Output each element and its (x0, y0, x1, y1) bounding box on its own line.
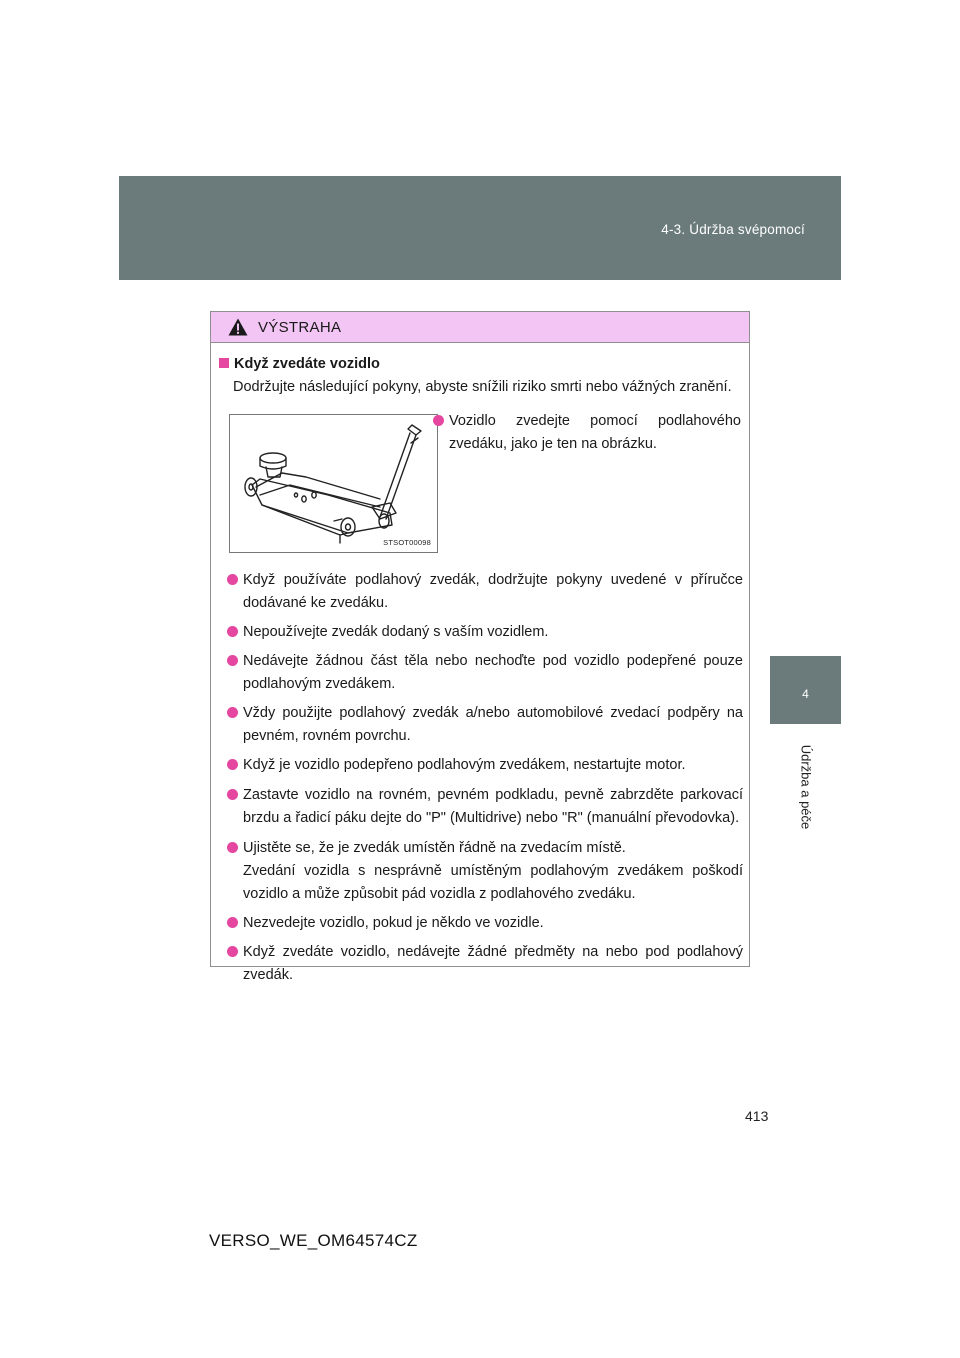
warning-subheading (219, 356, 380, 372)
bullet-text: Když zvedáte vozidlo, nedávejte žádné předměty na nebo pod podlahový zvedák. (243, 944, 743, 983)
bullet-dot-icon (227, 946, 238, 957)
warning-intro: Dodržujte následující pokyny, abyste snížili riziko smrti nebo vážných zranění. (233, 379, 732, 395)
figure-code: STSOT00098 (383, 538, 431, 547)
warning-header (211, 312, 749, 343)
warning-box (210, 311, 750, 983)
chapter-tab (770, 656, 841, 724)
document-code: VERSO_WE_OM64574CZ (209, 1231, 418, 1250)
page-number: 413 (745, 1108, 769, 1124)
bullet-text: Nedávejte žádnou část těla nebo nechoďte pod vozidlo podepřené pouze podlahovým zvedákem. (243, 653, 743, 692)
subheading-text: Když zvedáte vozidlo (234, 356, 380, 372)
header-band (119, 176, 841, 280)
bullet-text: Vždy použijte podlahový zvedák a/nebo automobilové zvedací podpěry na pevném, rovném povrchu. (243, 705, 743, 744)
bullet-dot-icon (433, 415, 444, 426)
bullet-text: Zastavte vozidlo na rovném, pevném podkladu, pevně zabrzděte parkovací brzdu a řadicí páku dejte do "P" (Multidrive) nebo "R" (manuální převodovka). (243, 787, 743, 826)
bullet-text: Nezvedejte vozidlo, pokud je někdo ve vozidle. (243, 915, 544, 931)
chapter-title: Údržba a péče (798, 744, 813, 829)
bullet-dot-icon (227, 759, 238, 770)
list-item (227, 702, 743, 748)
bullet-dot-icon (227, 842, 238, 853)
bullet-dot-icon (227, 707, 238, 718)
list-item (227, 621, 743, 644)
list-item (227, 912, 743, 935)
chapter-number: 4 (802, 687, 809, 701)
list-item (227, 569, 743, 615)
bullet-text: Nepoužívejte zvedák dodaný s vaším vozidlem. (243, 624, 549, 640)
warning-triangle-icon (228, 318, 248, 336)
square-bullet-icon (219, 358, 229, 368)
section-title: 4-3. Údržba svépomocí (661, 222, 805, 237)
bullet-text: Když používáte podlahový zvedák, dodržujte pokyny uvedené v příručce dodávané ke zvedáku. (243, 572, 743, 611)
warning-bullet-list (227, 569, 743, 993)
list-item (227, 837, 743, 906)
bullet-dot-icon (227, 626, 238, 637)
warning-title: VÝSTRAHA (258, 319, 342, 336)
floor-jack-illustration (230, 415, 437, 552)
figure-bullet (449, 410, 741, 456)
bullet-dot-icon (227, 574, 238, 585)
bullet-dot-icon (227, 789, 238, 800)
figure-bullet-text: Vozidlo zvedejte pomocí podlahového zvedáku, jako je ten na obrázku. (449, 413, 741, 452)
list-item (227, 941, 743, 987)
bullet-text: Ujistěte se, že je zvedák umístěn řádně na zvedacím místě. Zvedání vozidla s nesprávně umístěným podlahovým zvedákem poškodí vozidlo a může způsobit pád vozidla z podlahového zvedáku. (243, 840, 743, 902)
bullet-dot-icon (227, 655, 238, 666)
list-item (227, 650, 743, 696)
list-item (227, 754, 743, 777)
bullet-dot-icon (227, 917, 238, 928)
chapter-title-tab (770, 724, 841, 849)
bullet-text: Když je vozidlo podepřeno podlahovým zvedákem, nestartujte motor. (243, 757, 686, 773)
list-item (227, 784, 743, 830)
floor-jack-figure (229, 414, 438, 553)
